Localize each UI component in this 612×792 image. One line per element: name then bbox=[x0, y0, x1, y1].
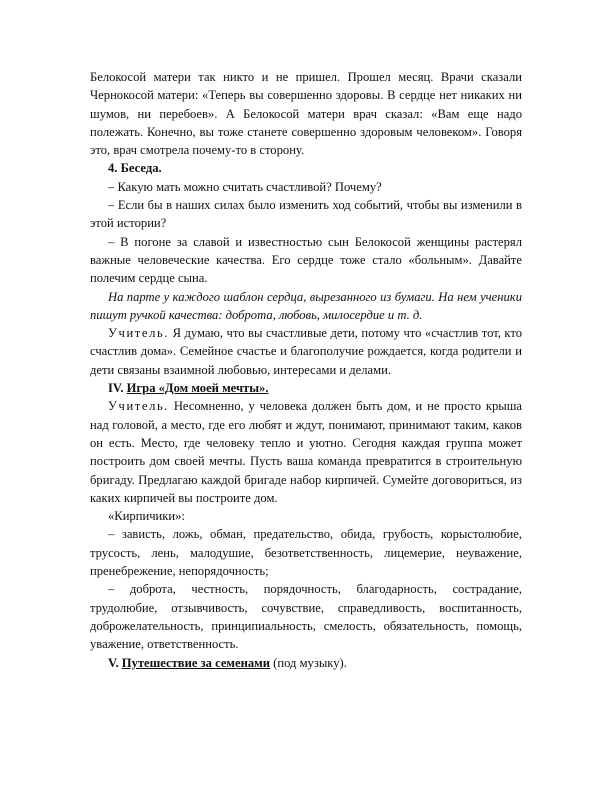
question-2: – Если бы в наших силах было изменить ход событий, чтобы вы изменили в этой истории? bbox=[90, 198, 522, 231]
speaker-label: Учитель. bbox=[108, 399, 170, 414]
section-number: IV. bbox=[108, 381, 127, 396]
question-1: – Какую мать можно считать счастливой? Почему? bbox=[108, 179, 382, 194]
section-suffix: (под музыку). bbox=[270, 655, 347, 670]
teacher-remark-text: Я думаю, что вы счастливые дети, потому что «счастлив тот, кто счастлив дома». Семейное счастье и благополучие рождается, когда родители и дети связаны взаимной любовью, интересами и делами. bbox=[90, 326, 522, 377]
document-page bbox=[90, 68, 522, 672]
bricks-negative-list: – зависть, ложь, обман, предательство, обида, грубость, корыстолюбие, трусость, лень, малодушие, безответственность, лицемерие, неуважение, пренебрежение, непорядочность; bbox=[90, 527, 522, 579]
section-heading-journey bbox=[90, 654, 522, 672]
teacher-remark-2 bbox=[90, 397, 522, 507]
story-paragraph: Белокосой матери так никто и не пришел. Прошел месяц. Врачи сказали Чернокосой матери: «Теперь вы совершенно здоровы. В сердце нет никаких ни шумов, ни перебоев». А Белокосой матери врач сказал: «Вам еще надо полежать. Конечно, вы тоже станете совершенно здоровым человеком». Говоря это, врач смотрела почему-то в сторону. bbox=[90, 70, 522, 158]
discussion-paragraph: – В погоне за славой и известностью сын Белокосой женщины растерял важные человеческие качества. Его сердце тоже стало «больным». Давайте полечим сердце сына. bbox=[90, 234, 522, 286]
teacher-remark-1 bbox=[90, 324, 522, 379]
section-heading-conversation: 4. Беседа. bbox=[108, 161, 162, 176]
section-heading-game bbox=[90, 379, 522, 397]
section-title: Игра «Дом моей мечты». bbox=[126, 381, 269, 396]
bricks-positive-list: – доброта, честность, порядочность, благодарность, сострадание, трудолюбие, отзывчивость, сочувствие, справедливость, воспитанность, доброжелательность, принципиальность, смелость, обязательность, помощь, уважение, ответственность. bbox=[90, 582, 522, 652]
activity-instruction: На парте у каждого шаблон сердца, вырезанного из бумаги. На нем ученики пишут ручкой качества: доброта, любовь, милосердие и т. д. bbox=[90, 289, 522, 322]
section-number: V. bbox=[108, 655, 122, 670]
speaker-label: Учитель. bbox=[108, 326, 170, 341]
bricks-title: «Кирпичики»: bbox=[108, 509, 185, 524]
teacher-remark-text: Несомненно, у человека должен быть дом, и не просто крыша над головой, а место, где его любят и ждут, понимают, принимают таким, каков он есть. Место, где человеку тепло и уютно. Сегодня каждая группа может построить дом своей мечты. Пусть ваша команда превратится в строительную бригаду. Предлагаю каждой бригаде набор кирпичей. Сумейте договориться, из каких кирпичей вы построите дом. bbox=[90, 399, 522, 505]
section-title: Путешествие за семенами bbox=[121, 655, 270, 670]
